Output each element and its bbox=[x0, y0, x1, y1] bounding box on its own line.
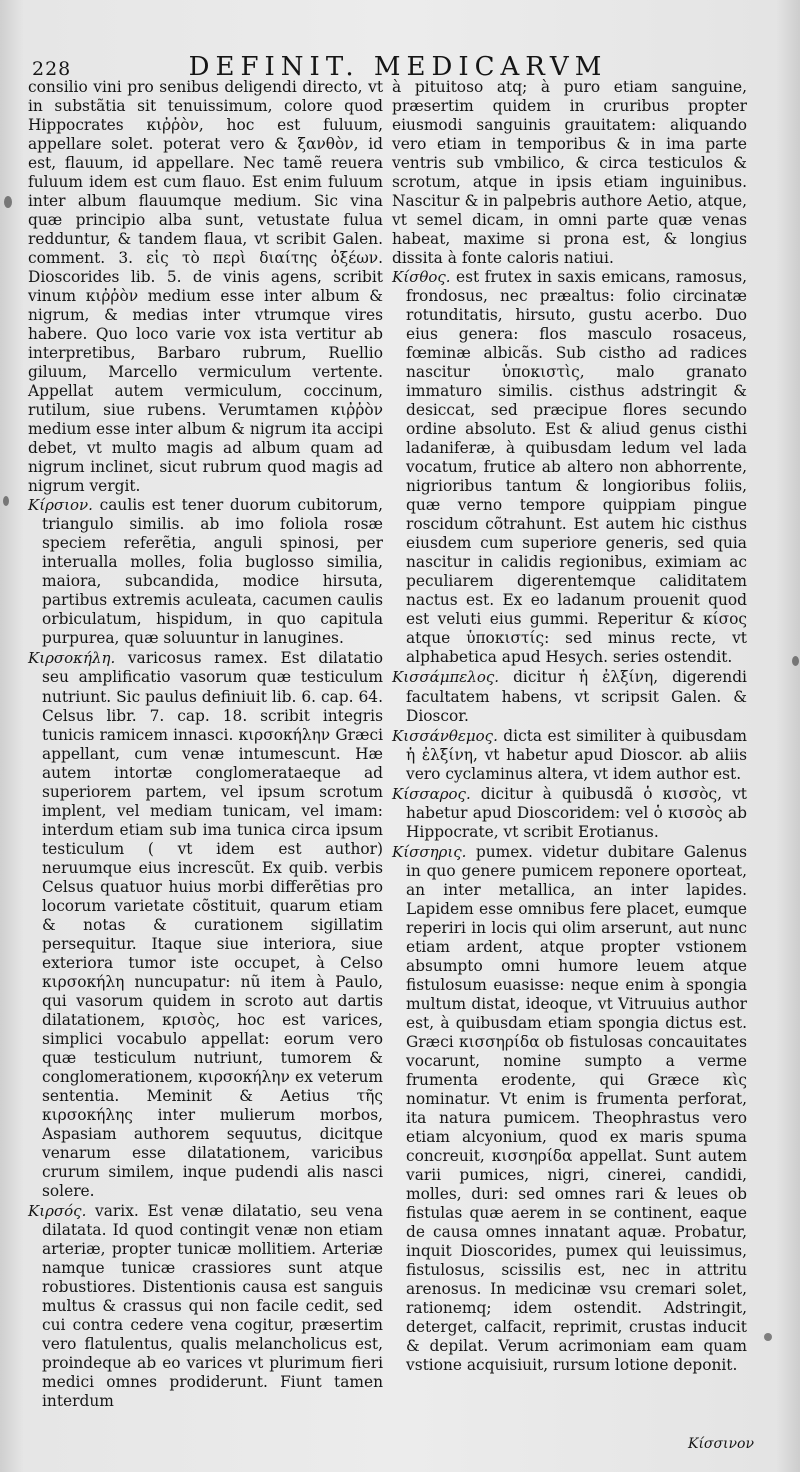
dictionary-entry bbox=[392, 785, 747, 842]
right-column bbox=[392, 78, 747, 1375]
entry-text: dicitur à quibusdã ὁ κισσὸς, vt habetur apud Dioscoridem: vel ὁ κισσὸς ab Hippocrate, vt scribit Erotianus. bbox=[406, 784, 747, 841]
entry-headword: Κίρσιον. bbox=[28, 496, 93, 515]
entry-continuation bbox=[392, 78, 747, 268]
entry-headword: Κιρσός. bbox=[28, 1201, 87, 1220]
dictionary-entry bbox=[392, 268, 747, 667]
ink-spot bbox=[764, 1333, 772, 1341]
entry-headword: Κισσάνθεμος. bbox=[392, 726, 498, 745]
entry-text: varicosus ramex. Est dilatatio seu amplificatio vasorum quæ testiculum nutriunt. Sic paulus definiuit lib. 6. cap. 64. Celsus libr. 7. cap. 18. scribit integris tunicis ramicem innasci. κιρσοκήλην Græci appellant, cum venæ intumescunt. Hæ autem intortæ conglomerataeque ad superiorem partem, vel ipsum scrotum implent, vel mediam tunicam, vel imam: interdum etiam sub ima tunica circa ipsum testiculum ( vt idem est author) neruumque eius increscũt. Ex quib. verbis Celsus quatuor huius morbi differẽtias pro locorum varietate cõstituit, quarum etiam & notas & curationem sigillatim persequitur. Itaque siue interiora, siue exteriora tumor iste occupet, à Celso κιρσοκήλη nuncupatur: nũ item à Paulo, qui vasorum quidem in scroto aut dartis dilatationem, κρισὸς, hoc est varices, simplici vocabulo appellat: eorum vero quæ testiculum nutriunt, tumorem & conglomerationem, κιρσοκήλην ex veterum sententia. Meminit & Aetius τῆς κιρσοκήλης inter mulierum morbos, Aspasiam authorem sequutus, dicitque venarum esse dilatationem, varicibus crurum similem, inque pudendi alis nasci solere. bbox=[42, 649, 383, 1200]
entry-text: consilio vini pro senibus deligendi directo, vt in substãtia sit tenuissimum, colore quod Hippocrates κιῤῥὸν, hoc est fuluum, appellare solet. poterat vero & ξανθὸν, id est, flauum, id appellare. Nec tamẽ reuera fuluum idem est cum flauo. Est enim fuluum inter album flauumque medium. Sic vina quæ principio alba sunt, vetustate fulua redduntur, & tandem flaua, vt scribit Galen. comment. 3. εἰς τὸ περὶ διαίτης ὀξέων. Dioscorides lib. 5. de vinis agens, scribit vinum κιῤῥὸν medium esse inter album & nigrum, & medias inter vtrumque vires habere. Quo loco varie vox ista vertitur ab interpretibus, Barbaro rubrum, Ruellio giluum, Marcello vermiculum vertente. Appellat autem vermiculum, coccinum, rutilum, siue rubens. Verumtamen κιῤῥὸν medium esse inter album & nigrum ita accipi debet, vt multo magis ad album quam ad nigrum inclinet, sicut rubrum quod magis ad nigrum vergit. bbox=[28, 78, 383, 496]
entry-headword: Κίσσηρις. bbox=[392, 842, 467, 861]
entry-headword: Κίσσαρος. bbox=[392, 784, 471, 803]
left-column bbox=[28, 78, 383, 1411]
ink-spot bbox=[4, 196, 12, 208]
entry-text: dicitur ἡ ἐλξίνη, digerendi facultatem habens, vt scripsit Galen. & Dioscor. bbox=[406, 668, 747, 725]
entry-text: caulis est tener duorum cubitorum, triangulo similis. ab imo foliola rosæ speciem referẽtia, anguli spinosi, per interualla molles, folia buglosso similia, maiora, subcandida, modice hirsuta, partibus extremis aculeata, cacumen caulis orbiculatum, hispidum, in quo capitula purpurea, quæ soluuntur in lanugines. bbox=[42, 496, 383, 648]
entry-text: dicta est similiter à quibusdam ἡ ἐλξίνη, vt habetur apud Dioscor. ab aliis vero cyclaminus altera, vt idem author est. bbox=[406, 726, 747, 783]
dictionary-entry bbox=[392, 843, 747, 1375]
entry-headword: Κισσάμπελος. bbox=[392, 668, 500, 687]
catchword: Κίσσινον bbox=[687, 1436, 754, 1452]
entry-text: à pituitoso atq; à puro etiam sanguine, præsertim quidem in cruribus propter eiusmodi sanguinis grauitatem: aliquando vero etiam in temporibus & in ima parte ventris sub vmbilico, & circa testiculos & scrotum, atque in ipsis etiam inguinibus. Nascitur & in palpebris authore Aetio, atque, vt semel dicam, in omni parte quæ venas habeat, maxime si prona est, & longius dissita à fonte caloris natiui. bbox=[392, 78, 747, 268]
entry-headword: Κιρσοκήλη. bbox=[28, 649, 116, 668]
page-number: 228 bbox=[32, 58, 72, 80]
dictionary-entry bbox=[28, 649, 383, 1200]
ink-spot bbox=[792, 656, 799, 666]
entry-text: pumex. videtur dubitare Galenus in quo genere pumicem reponere oporteat, an inter metallica, an inter lapides. Lapidem esse omnibus fere placet, eumque reperiri in locis qui olim arserunt, aut nunc etiam ardent, atque propter vstionem absumpto omni humore leuem atque fistulosum euasisse: neque enim à spongia multum distat, ideoque, vt Vitruuius author est, à quibusdam etiam spongia dictus est. Græci κισσηρίδα ob fistulosas concauitates vocarunt, nomine sumpto a verme frumenta erodente, qui Græce κὶς nominatur. Vt enim is frumenta perforat, ita natura pumicem. Theophrastus vero etiam alcyonium, quod ex maris spuma concreuit, κισσηρίδα appellat. Sunt autem varii pumices, nigri, cinerei, candidi, molles, duri: sed omnes rari & leues ob fistulas quæ aerem in se continent, eaque de causa omnes innatant aquæ. Probatur, inquit Dioscorides, pumex qui leuissimus, fistulosus, scissilis est, nec in attritu arenosus. In medicinæ vsu cremari solet, rationemq; idem ostendit. Adstringit, deterget, calfacit, reprimit, crustas inducit & depilat. Verum acrimoniam eam quam vstione acquisiuit, rursum lotione deponit. bbox=[406, 842, 747, 1375]
dictionary-entry bbox=[28, 1202, 383, 1411]
ink-spot bbox=[3, 496, 9, 506]
running-title: DEFINIT. MEDICARVM bbox=[188, 52, 608, 82]
entry-headword: Κίσθος. bbox=[392, 268, 451, 287]
entry-text: varix. Est venæ dilatatio, seu vena dilatata. Id quod contingit venæ non etiam arteriæ, propter tunicæ mollitiem. Arteriæ namque tunicæ crassiores sunt atque robustiores. Distentionis causa est sanguis multus & crassus qui non facile cedit, sed cui contra cedere vena cogitur, præsertim vero flatulentus, qualis melancholicus est, proindeque ab eo varices vt plurimum fieri medici omnes prodiderunt. Fiunt tamen interdum bbox=[42, 1201, 383, 1411]
entry-continuation bbox=[28, 78, 383, 496]
entry-text: est frutex in saxis emicans, ramosus, frondosus, nec præaltus: folio circinatæ rotunditatis, hirsuto, gustu acerbo. Duo eius genera: flos masculo rosaceus, fœminæ albicãs. Sub cistho ad radices nascitur ὑποκιστὶς, malo granato immaturo similis. cisthus adstringit & desiccat, sed præcipue flores secundo ordine absoluto. Est & aliud genus cisthi ladaniferæ, à quibusdam ledum vel lada vocatum, frutice ab altero non abhorrente, nigrioribus tantum & longioribus foliis, quæ verno tempore quippiam pingue roscidum cõtrahunt. Est autem hic cisthus eiusdem cum superiore generis, sed quia nascitur in calidis regionibus, eximiam ac peculiarem digerentemque caliditatem nactus est. Ex eo ladanum prouenit quod est veluti eius gummi. Reperitur & κίσος atque ὑποκιστίς: sed minus recte, vt alphabetica apud Hesych. series ostendit. bbox=[406, 268, 747, 667]
dictionary-entry bbox=[392, 668, 747, 725]
dictionary-entry bbox=[392, 727, 747, 784]
dictionary-entry bbox=[28, 496, 383, 648]
